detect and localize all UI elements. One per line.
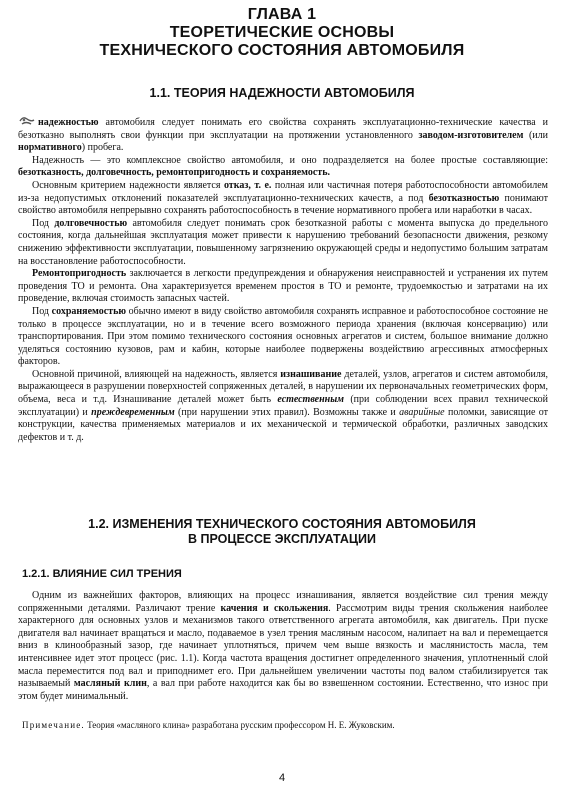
section-1-2-title-line1: 1.2. ИЗМЕНЕНИЯ ТЕХНИЧЕСКОГО СОСТОЯНИЯ АВТОМОБИЛЯ [88, 517, 476, 531]
chapter-number: ГЛАВА 1 [247, 6, 317, 23]
note-label: Примечание. [22, 720, 85, 730]
chapter-title-line2: ТЕХНИЧЕСКОГО СОСТОЯНИЯ АВТОМОБИЛЯ [99, 42, 465, 59]
paragraph-friction: Одним из важнейших факторов, влияющих на процесс изнашивания, является воздействие сил трения между сопряженными деталями. Различают трение качения и скольжения. Рассмотрим виды трения скольжения наиболее характерного для основных узлов и механизмов такого ответственного агрегата автомобиля, как двигатель. При пуске двигателя вал начинает вращаться и масло, подаваемое в узел трения масляным насосом, налипает на вал и перемещается вниз в клинообразный зазор, где начинает уплотняться, причем чем выше вязкость и маслянистость масла, тем интенсивнее идет этот процесс (рис. 1.1). Когда частота вращения достигнет определенного значения, уплотненный слой масла переместится под вал и приподнимет его. При дальнейшем увеличении частоты под валом стабилизируется так называемый масляный клин, а вал при работе находится как бы во взвешенном состоянии. Естественно, что износ при этом будет минимальный. [18, 590, 548, 702]
subsection-1-2-1-title: 1.2.1. ВЛИЯНИЕ СИЛ ТРЕНИЯ [22, 568, 182, 580]
section-1-1-title: 1.1. ТЕОРИЯ НАДЕЖНОСТИ АВТОМОБИЛЯ [149, 86, 415, 100]
page-number: 4 [278, 772, 286, 784]
paragraph-maintainability: Ремонтопригодность заключается в легкости предупреждения и обнаружения неисправностей и устранения их путем проведения ТО и ремонта. Она характеризуется временем простоя в ТО и ремонте, трудоемкостью и затратами на их проведение, включая стоимость запасных частей. [18, 268, 548, 305]
ink-stamp-icon [18, 115, 36, 126]
paragraph-reliability-definition: надежностью автомобиля следует понимать его свойства сохранять эксплуатационно-технические качества и безотказно выполнять свои функции при эксплуатации на протяжении установленного заводом-изготовителем (или нормативного) пробега. [18, 117, 548, 154]
section-1-2-body [18, 590, 548, 703]
chapter-title-line1: ТЕОРЕТИЧЕСКИЕ ОСНОВЫ [169, 24, 395, 41]
paragraph-storability: Под сохраняемостью обычно имеют в виду свойство автомобиля сохранять исправное и работоспособное состояние не только в процессе эксплуатации, но и в течение всего возможного периода хранения (включая консервацию) или транспортирования. При этом помимо технического состояния основных агрегатов и систем, большое внимание должно уделяться состоянию кузовов, рам и кабин, которые наиболее подвержены воздействию агрессивных атмосферных факторов. [18, 305, 548, 368]
footnote [22, 720, 542, 731]
chapter-heading [0, 6, 564, 60]
section-1-2-title-line2: В ПРОЦЕССЕ ЭКСПЛУАТАЦИИ [187, 532, 377, 546]
note-text: Теория «масляного клина» разработана русским профессором Н. Е. Жуковским. [84, 720, 395, 730]
paragraph-durability: Под долговечностью автомобиля следует понимать срок безотказной работы с момента выпуска до предельного состояния, когда дальнейшая эксплуатация может привести к нарушению требований безопасности движения, резкому снижению эффективности эксплуатации, повышенному загрязнению окружающей среды и недопустимо большим затратам на восстановление работоспособности. [18, 217, 548, 267]
paragraph-wear: Основной причиной, влияющей на надежность, является изнашивание деталей, узлов, агрегатов и систем автомобиля, выражающееся в разрушении поверхностей сопряженных деталей, в нарушении их первоначальных геометрических форм, объема, веса и т.д. Изнашивание деталей может быть естественным (при соблюдении всех правил технической эксплуатации) и преждевременным (при нарушении этих правил). Возможны также и аварийные поломки, зависящие от конструкции, качества применяемых материалов и их механической и термической обработки, различных заводских дефектов и т. д. [18, 368, 549, 443]
paragraph-reliability-components: Надежность — это комплексное свойство автомобиля, и оно подразделяется на более простые составляющие: безотказность, долговечность, ремонтопригодность и сохраняемость. [18, 154, 548, 179]
section-1-1-body [18, 115, 548, 444]
paragraph-failure-criterion: Основным критерием надежности является отказ, т. е. полная или частичная потеря работоспособности автомобилем из-за недопустимых отклонений показателей эксплуатационно-технических качеств, а под безотказностью понимают свойство автомобиля непрерывно сохранять работоспособность в течение нормативного пробега или наработки в часах. [18, 179, 548, 217]
section-1-2-title [0, 517, 564, 547]
